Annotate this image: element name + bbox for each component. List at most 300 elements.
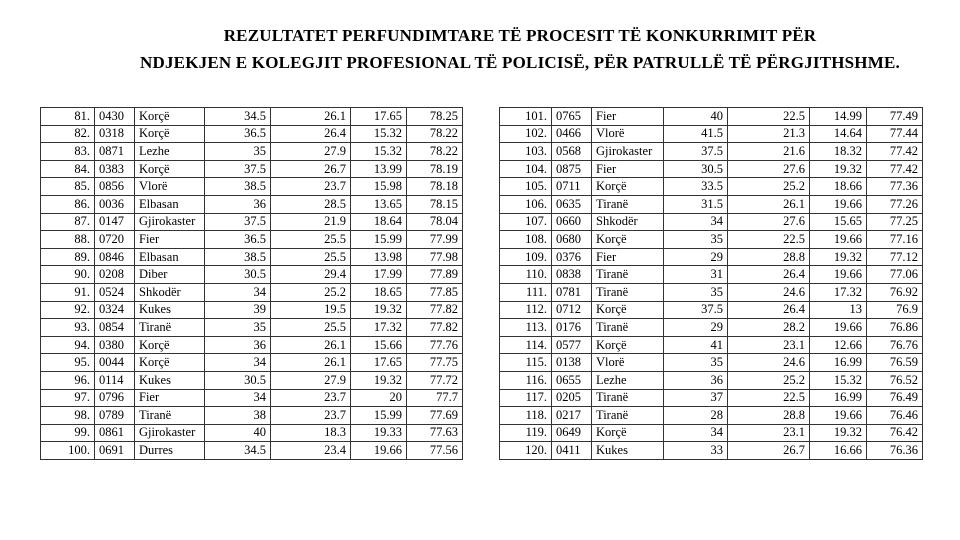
candidate-code-cell: 0871: [95, 143, 135, 161]
score-cell-2: 22.5: [728, 231, 810, 249]
score-cell-1: 30.5: [205, 371, 271, 389]
city-cell: Kukes: [135, 301, 205, 319]
score-cell-3: 15.65: [810, 213, 867, 231]
candidate-code-cell: 0789: [95, 407, 135, 425]
score-cell-3: 17.99: [351, 266, 407, 284]
rank-cell: 110.: [500, 266, 552, 284]
total-score-cell: 77.98: [407, 248, 463, 266]
table-row: [41, 213, 463, 231]
score-cell-1: 39: [205, 301, 271, 319]
score-cell-3: 15.66: [351, 336, 407, 354]
candidate-code-cell: 0655: [552, 371, 592, 389]
total-score-cell: 77.36: [867, 178, 923, 196]
total-score-cell: 77.26: [867, 195, 923, 213]
score-cell-3: 14.64: [810, 125, 867, 143]
total-score-cell: 76.46: [867, 407, 923, 425]
rank-cell: 89.: [41, 248, 95, 266]
candidate-code-cell: 0856: [95, 178, 135, 196]
table-row: [41, 354, 463, 372]
score-cell-3: 19.66: [810, 231, 867, 249]
rank-cell: 98.: [41, 407, 95, 425]
score-cell-2: 24.6: [728, 283, 810, 301]
candidate-code-cell: 0466: [552, 125, 592, 143]
table-row: [500, 125, 923, 143]
candidate-code-cell: 0524: [95, 283, 135, 301]
score-cell-3: 16.99: [810, 389, 867, 407]
score-cell-2: 21.3: [728, 125, 810, 143]
city-cell: Tiranë: [592, 195, 664, 213]
score-cell-1: 38.5: [205, 178, 271, 196]
score-cell-2: 29.4: [271, 266, 351, 284]
score-cell-1: 36.5: [205, 231, 271, 249]
candidate-code-cell: 0846: [95, 248, 135, 266]
score-cell-1: 38.5: [205, 248, 271, 266]
score-cell-2: 28.2: [728, 319, 810, 337]
total-score-cell: 77.7: [407, 389, 463, 407]
total-score-cell: 77.72: [407, 371, 463, 389]
score-cell-3: 15.99: [351, 231, 407, 249]
score-cell-2: 19.5: [271, 301, 351, 319]
score-cell-1: 29: [664, 319, 728, 337]
score-cell-2: 24.6: [728, 354, 810, 372]
table-row: [500, 248, 923, 266]
score-cell-1: 34.5: [205, 108, 271, 126]
total-score-cell: 78.18: [407, 178, 463, 196]
total-score-cell: 77.42: [867, 143, 923, 161]
score-cell-1: 34.5: [205, 442, 271, 460]
city-cell: Fier: [592, 248, 664, 266]
table-row: [500, 442, 923, 460]
candidate-code-cell: 0765: [552, 108, 592, 126]
table-row: [41, 442, 463, 460]
city-cell: Korçë: [135, 336, 205, 354]
rank-cell: 112.: [500, 301, 552, 319]
rank-cell: 95.: [41, 354, 95, 372]
score-cell-3: 18.66: [810, 178, 867, 196]
candidate-code-cell: 0854: [95, 319, 135, 337]
rank-cell: 97.: [41, 389, 95, 407]
candidate-code-cell: 0711: [552, 178, 592, 196]
rank-cell: 86.: [41, 195, 95, 213]
table-row: [41, 125, 463, 143]
city-cell: Korçë: [592, 424, 664, 442]
candidate-code-cell: 0318: [95, 125, 135, 143]
table-row: [500, 160, 923, 178]
total-score-cell: 77.89: [407, 266, 463, 284]
table-row: [41, 108, 463, 126]
city-cell: Tiranë: [135, 407, 205, 425]
total-score-cell: 77.25: [867, 213, 923, 231]
city-cell: Vlorë: [592, 354, 664, 372]
table-row: [500, 389, 923, 407]
score-cell-2: 21.6: [728, 143, 810, 161]
candidate-code-cell: 0380: [95, 336, 135, 354]
table-row: [500, 266, 923, 284]
table-row: [41, 336, 463, 354]
score-cell-3: 19.32: [351, 301, 407, 319]
candidate-code-cell: 0720: [95, 231, 135, 249]
total-score-cell: 77.16: [867, 231, 923, 249]
score-cell-3: 12.66: [810, 336, 867, 354]
table-row: [41, 371, 463, 389]
score-cell-2: 25.5: [271, 248, 351, 266]
table-row: [500, 424, 923, 442]
score-cell-2: 23.7: [271, 389, 351, 407]
candidate-code-cell: 0217: [552, 407, 592, 425]
score-cell-2: 28.8: [728, 407, 810, 425]
rank-cell: 111.: [500, 283, 552, 301]
table-row: [500, 283, 923, 301]
total-score-cell: 77.99: [407, 231, 463, 249]
total-score-cell: 76.49: [867, 389, 923, 407]
score-cell-2: 21.9: [271, 213, 351, 231]
score-cell-3: 17.65: [351, 354, 407, 372]
city-cell: Shkodër: [135, 283, 205, 301]
rank-cell: 108.: [500, 231, 552, 249]
score-cell-3: 13.99: [351, 160, 407, 178]
rank-cell: 99.: [41, 424, 95, 442]
total-score-cell: 77.63: [407, 424, 463, 442]
candidate-code-cell: 0875: [552, 160, 592, 178]
rank-cell: 116.: [500, 371, 552, 389]
total-score-cell: 77.69: [407, 407, 463, 425]
table-row: [500, 371, 923, 389]
city-cell: Shkodër: [592, 213, 664, 231]
city-cell: Korçë: [592, 231, 664, 249]
total-score-cell: 77.12: [867, 248, 923, 266]
candidate-code-cell: 0577: [552, 336, 592, 354]
table-row: [41, 160, 463, 178]
total-score-cell: 76.92: [867, 283, 923, 301]
city-cell: Diber: [135, 266, 205, 284]
score-cell-1: 35: [664, 283, 728, 301]
score-cell-2: 26.4: [728, 301, 810, 319]
score-cell-1: 30.5: [205, 266, 271, 284]
candidate-code-cell: 0680: [552, 231, 592, 249]
table-row: [500, 407, 923, 425]
score-cell-3: 18.32: [810, 143, 867, 161]
score-cell-2: 25.5: [271, 231, 351, 249]
city-cell: Fier: [592, 108, 664, 126]
score-cell-1: 37: [664, 389, 728, 407]
rank-cell: 85.: [41, 178, 95, 196]
total-score-cell: 76.76: [867, 336, 923, 354]
title-line-1: REZULTATET PERFUNDIMTARE TË PROCESIT TË KONKURRIMIT PËR: [223, 26, 817, 45]
table-row: [500, 143, 923, 161]
score-cell-1: 33: [664, 442, 728, 460]
score-cell-2: 27.6: [728, 160, 810, 178]
city-cell: Fier: [592, 160, 664, 178]
score-cell-1: 36.5: [205, 125, 271, 143]
table-row: [500, 195, 923, 213]
score-cell-3: 15.32: [351, 125, 407, 143]
rank-cell: 91.: [41, 283, 95, 301]
rank-cell: 109.: [500, 248, 552, 266]
score-cell-2: 28.5: [271, 195, 351, 213]
candidate-code-cell: 0147: [95, 213, 135, 231]
rank-cell: 114.: [500, 336, 552, 354]
score-cell-1: 38: [205, 407, 271, 425]
score-cell-1: 35: [205, 143, 271, 161]
score-cell-3: 19.66: [810, 266, 867, 284]
total-score-cell: 78.04: [407, 213, 463, 231]
candidate-code-cell: 0036: [95, 195, 135, 213]
score-cell-1: 33.5: [664, 178, 728, 196]
total-score-cell: 76.9: [867, 301, 923, 319]
table-row: [41, 231, 463, 249]
candidate-code-cell: 0411: [552, 442, 592, 460]
table-row: [41, 301, 463, 319]
score-cell-3: 19.66: [810, 195, 867, 213]
title-line-2: NDJEKJEN E KOLEGJIT PROFESIONAL TË POLICISË, PËR PATRULLË TË PËRGJITHSHME.: [140, 53, 900, 72]
city-cell: Gjirokaster: [135, 213, 205, 231]
score-cell-1: 29: [664, 248, 728, 266]
score-cell-3: 19.32: [810, 160, 867, 178]
city-cell: Gjirokaster: [592, 143, 664, 161]
rank-cell: 92.: [41, 301, 95, 319]
score-cell-2: 25.2: [728, 371, 810, 389]
score-cell-2: 26.1: [271, 354, 351, 372]
total-score-cell: 77.49: [867, 108, 923, 126]
total-score-cell: 76.52: [867, 371, 923, 389]
candidate-code-cell: 0383: [95, 160, 135, 178]
total-score-cell: 77.56: [407, 442, 463, 460]
candidate-code-cell: 0712: [552, 301, 592, 319]
score-cell-3: 19.32: [810, 424, 867, 442]
table-row: [500, 178, 923, 196]
score-cell-3: 13: [810, 301, 867, 319]
rank-cell: 96.: [41, 371, 95, 389]
score-cell-3: 19.66: [351, 442, 407, 460]
table-row: [41, 143, 463, 161]
table-row: [500, 336, 923, 354]
score-cell-2: 23.7: [271, 178, 351, 196]
city-cell: Kukes: [592, 442, 664, 460]
candidate-code-cell: 0205: [552, 389, 592, 407]
city-cell: Korçë: [592, 301, 664, 319]
score-cell-1: 34: [664, 213, 728, 231]
score-cell-2: 23.1: [728, 424, 810, 442]
rank-cell: 113.: [500, 319, 552, 337]
candidate-code-cell: 0691: [95, 442, 135, 460]
city-cell: Korçë: [592, 178, 664, 196]
score-cell-1: 37.5: [664, 301, 728, 319]
score-cell-3: 15.98: [351, 178, 407, 196]
score-cell-1: 31.5: [664, 195, 728, 213]
score-cell-2: 27.9: [271, 143, 351, 161]
rank-cell: 120.: [500, 442, 552, 460]
score-cell-3: 19.66: [810, 319, 867, 337]
score-cell-1: 37.5: [205, 160, 271, 178]
score-cell-2: 27.6: [728, 213, 810, 231]
score-cell-2: 23.1: [728, 336, 810, 354]
rank-cell: 104.: [500, 160, 552, 178]
total-score-cell: 77.76: [407, 336, 463, 354]
total-score-cell: 78.19: [407, 160, 463, 178]
score-cell-3: 13.98: [351, 248, 407, 266]
table-row: [41, 283, 463, 301]
results-table-right: [499, 107, 923, 460]
score-cell-1: 34: [205, 283, 271, 301]
score-cell-1: 37.5: [205, 213, 271, 231]
table-row: [500, 319, 923, 337]
rank-cell: 82.: [41, 125, 95, 143]
score-cell-1: 41: [664, 336, 728, 354]
score-cell-1: 36: [205, 336, 271, 354]
score-cell-3: 14.99: [810, 108, 867, 126]
rank-cell: 84.: [41, 160, 95, 178]
total-score-cell: 78.15: [407, 195, 463, 213]
rank-cell: 88.: [41, 231, 95, 249]
rank-cell: 105.: [500, 178, 552, 196]
city-cell: Tiranë: [592, 283, 664, 301]
score-cell-3: 19.32: [810, 248, 867, 266]
rank-cell: 117.: [500, 389, 552, 407]
score-cell-1: 35: [664, 231, 728, 249]
total-score-cell: 78.22: [407, 125, 463, 143]
score-cell-3: 15.99: [351, 407, 407, 425]
score-cell-1: 35: [664, 354, 728, 372]
score-cell-1: 28: [664, 407, 728, 425]
city-cell: Korçë: [135, 354, 205, 372]
score-cell-2: 25.2: [271, 283, 351, 301]
score-cell-1: 40: [664, 108, 728, 126]
candidate-code-cell: 0044: [95, 354, 135, 372]
rank-cell: 94.: [41, 336, 95, 354]
score-cell-3: 16.66: [810, 442, 867, 460]
table-row: [500, 231, 923, 249]
rank-cell: 90.: [41, 266, 95, 284]
score-cell-3: 20: [351, 389, 407, 407]
rank-cell: 118.: [500, 407, 552, 425]
score-cell-2: 26.1: [728, 195, 810, 213]
score-cell-1: 35: [205, 319, 271, 337]
rank-cell: 103.: [500, 143, 552, 161]
score-cell-2: 25.2: [728, 178, 810, 196]
table-row: [41, 424, 463, 442]
rank-cell: 100.: [41, 442, 95, 460]
city-cell: Korçë: [135, 125, 205, 143]
total-score-cell: 78.25: [407, 108, 463, 126]
score-cell-2: 26.1: [271, 108, 351, 126]
table-row: [500, 108, 923, 126]
score-cell-3: 19.33: [351, 424, 407, 442]
candidate-code-cell: 0208: [95, 266, 135, 284]
total-score-cell: 77.42: [867, 160, 923, 178]
city-cell: Vlorë: [135, 178, 205, 196]
rank-cell: 101.: [500, 108, 552, 126]
total-score-cell: 77.06: [867, 266, 923, 284]
rank-cell: 115.: [500, 354, 552, 372]
candidate-code-cell: 0114: [95, 371, 135, 389]
total-score-cell: 77.85: [407, 283, 463, 301]
table-row: [41, 195, 463, 213]
rank-cell: 106.: [500, 195, 552, 213]
score-cell-2: 26.7: [728, 442, 810, 460]
score-cell-1: 37.5: [664, 143, 728, 161]
city-cell: Durres: [135, 442, 205, 460]
score-cell-3: 18.65: [351, 283, 407, 301]
table-row: [41, 389, 463, 407]
candidate-code-cell: 0838: [552, 266, 592, 284]
city-cell: Korçë: [592, 336, 664, 354]
city-cell: Elbasan: [135, 195, 205, 213]
score-cell-3: 18.64: [351, 213, 407, 231]
rank-cell: 107.: [500, 213, 552, 231]
total-score-cell: 77.44: [867, 125, 923, 143]
score-cell-3: 16.99: [810, 354, 867, 372]
city-cell: Tiranë: [592, 407, 664, 425]
city-cell: Fier: [135, 389, 205, 407]
city-cell: Korçë: [135, 160, 205, 178]
score-cell-1: 34: [205, 354, 271, 372]
city-cell: Tiranë: [592, 266, 664, 284]
candidate-code-cell: 0324: [95, 301, 135, 319]
candidate-code-cell: 0861: [95, 424, 135, 442]
candidate-code-cell: 0176: [552, 319, 592, 337]
city-cell: Elbasan: [135, 248, 205, 266]
score-cell-1: 40: [205, 424, 271, 442]
score-cell-2: 26.1: [271, 336, 351, 354]
total-score-cell: 78.22: [407, 143, 463, 161]
candidate-code-cell: 0660: [552, 213, 592, 231]
table-row: [500, 213, 923, 231]
city-cell: Korçë: [135, 108, 205, 126]
candidate-code-cell: 0138: [552, 354, 592, 372]
score-cell-1: 36: [664, 371, 728, 389]
table-row: [41, 407, 463, 425]
score-cell-1: 34: [205, 389, 271, 407]
score-cell-2: 27.9: [271, 371, 351, 389]
score-cell-2: 26.4: [271, 125, 351, 143]
score-cell-3: 15.32: [351, 143, 407, 161]
score-cell-3: 19.66: [810, 407, 867, 425]
city-cell: Gjirokaster: [135, 424, 205, 442]
rank-cell: 83.: [41, 143, 95, 161]
city-cell: Lezhe: [592, 371, 664, 389]
score-cell-2: 18.3: [271, 424, 351, 442]
score-cell-1: 31: [664, 266, 728, 284]
score-cell-1: 30.5: [664, 160, 728, 178]
score-cell-1: 34: [664, 424, 728, 442]
candidate-code-cell: 0430: [95, 108, 135, 126]
total-score-cell: 77.82: [407, 319, 463, 337]
score-cell-2: 28.8: [728, 248, 810, 266]
city-cell: Tiranë: [592, 389, 664, 407]
candidate-code-cell: 0635: [552, 195, 592, 213]
score-cell-3: 19.32: [351, 371, 407, 389]
table-row: [41, 178, 463, 196]
city-cell: Fier: [135, 231, 205, 249]
score-cell-1: 36: [205, 195, 271, 213]
score-cell-2: 22.5: [728, 389, 810, 407]
score-cell-2: 26.7: [271, 160, 351, 178]
score-cell-3: 17.32: [351, 319, 407, 337]
candidate-code-cell: 0568: [552, 143, 592, 161]
table-row: [500, 354, 923, 372]
total-score-cell: 77.75: [407, 354, 463, 372]
total-score-cell: 77.82: [407, 301, 463, 319]
city-cell: Tiranë: [592, 319, 664, 337]
candidate-code-cell: 0376: [552, 248, 592, 266]
city-cell: Vlorë: [592, 125, 664, 143]
table-row: [41, 266, 463, 284]
total-score-cell: 76.86: [867, 319, 923, 337]
score-cell-2: 22.5: [728, 108, 810, 126]
score-cell-2: 23.4: [271, 442, 351, 460]
score-cell-3: 17.65: [351, 108, 407, 126]
table-row: [41, 319, 463, 337]
